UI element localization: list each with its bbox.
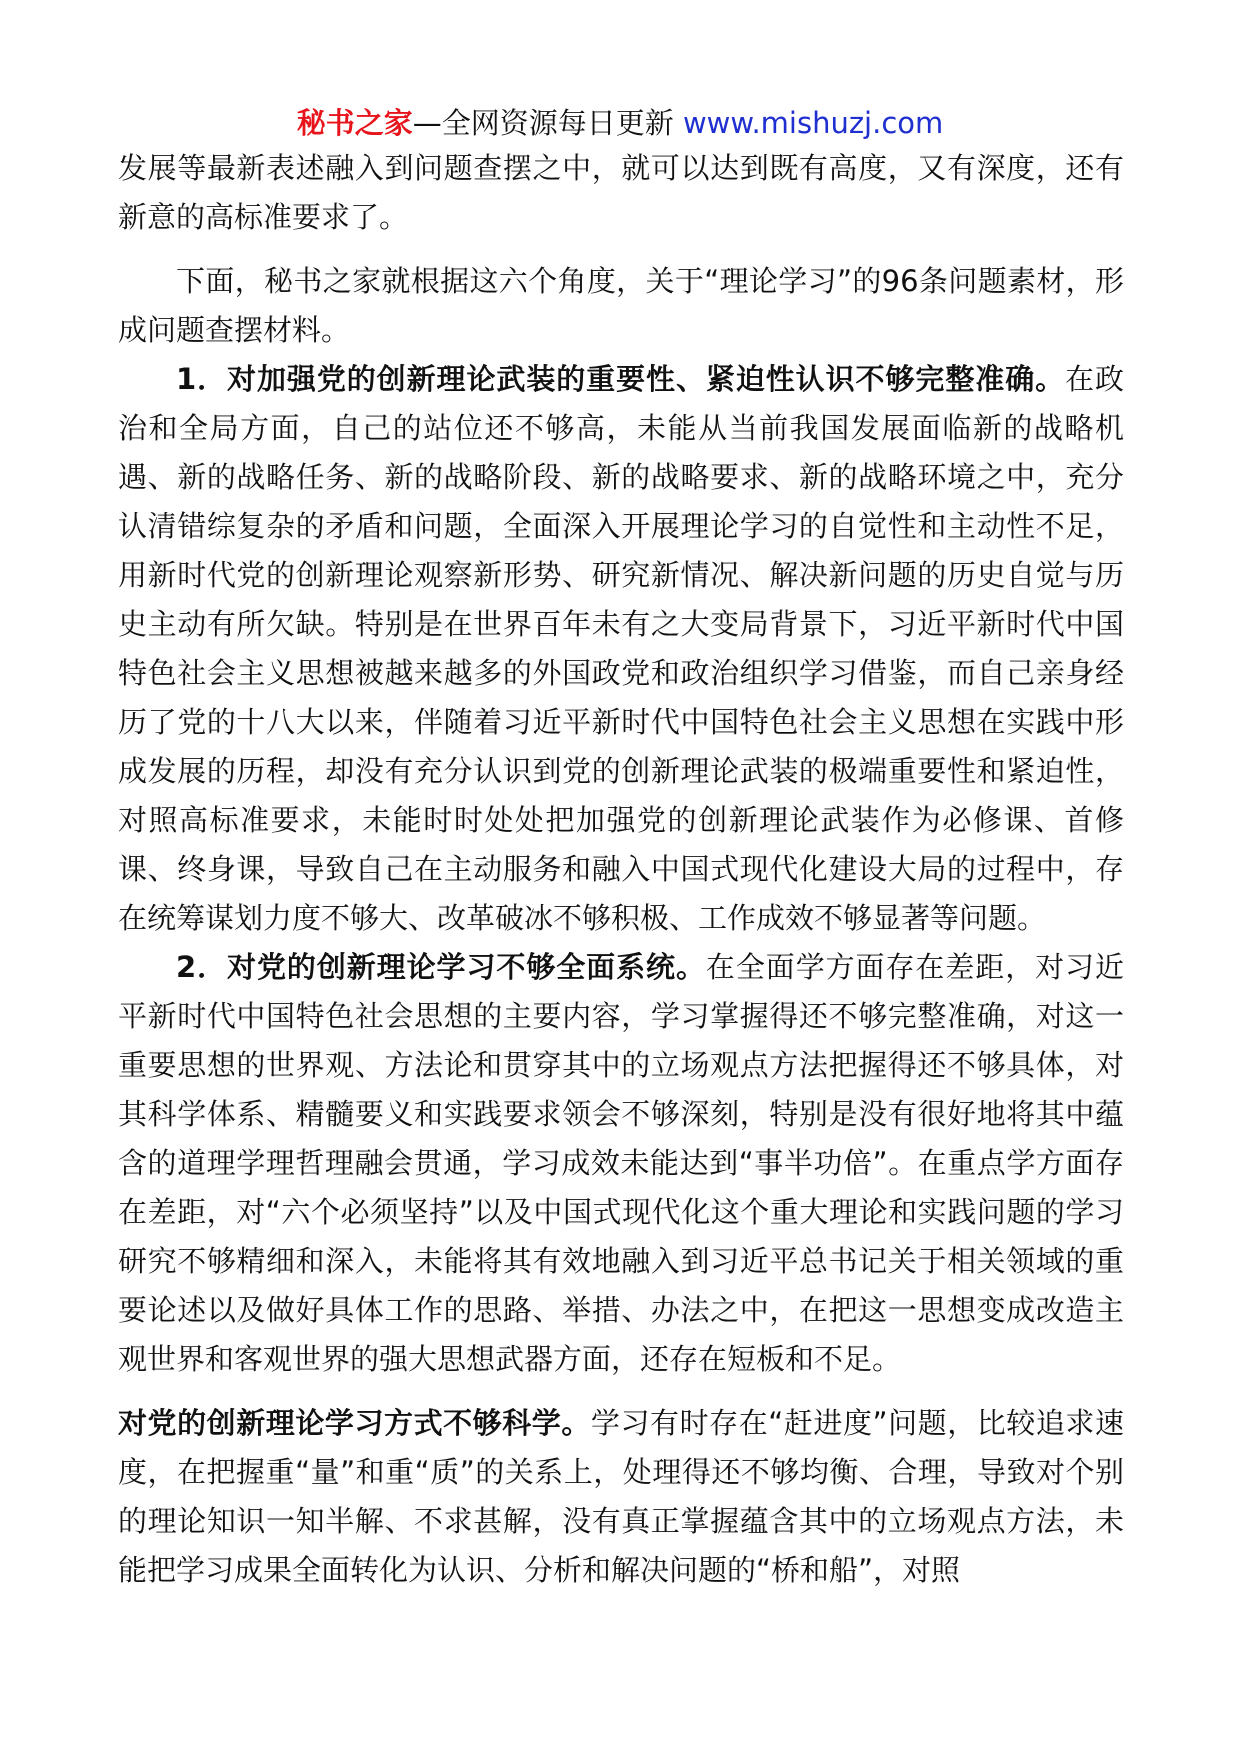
paragraph-heading: 对党的创新理论学习方式不够科学。 (118, 1406, 591, 1440)
paragraph-text: 下面，秘书之家就根据这六个角度，关于“理论学习”的96条问题素材，形成问题查摆材料。 (118, 264, 1124, 347)
document-body (118, 144, 1124, 1595)
paragraph-item-3 (118, 1399, 1124, 1595)
paragraph-text: 发展等最新表述融入到问题查摆之中，就可以达到既有高度，又有深度，还有新意的高标准要求了。 (118, 151, 1124, 234)
paragraph-heading: 2．对党的创新理论学习不够全面系统。 (176, 950, 706, 984)
paragraph-text: 学习有时存在“赶进度”问题，比较追求速度，在把握重“量”和重“质”的关系上，处理得还不够均衡、合理，导致对个别的理论知识一知半解、不求甚解，没有真正掌握蕴含其中的立场观点方法，未能把学习成果全面转化为认识、分析和解决问题的“桥和船”，对照 (118, 1406, 1124, 1587)
paragraph-item-1 (118, 355, 1124, 943)
paragraph-text: 在全面学方面存在差距，对习近平新时代中国特色社会思想的主要内容，学习掌握得还不够完整准确，对这一重要思想的世界观、方法论和贯穿其中的立场观点方法把握得还不够具体，对其科学体系、精髓要义和实践要求领会不够深刻，特别是没有很好地将其中蕴含的道理学理哲理融会贯通，学习成效未能达到“事半功倍”。在重点学方面存在差距，对“六个必须坚持”以及中国式现代化这个重大理论和实践问题的学习研究不够精细和深入，未能将其有效地融入到习近平总书记关于相关领域的重要论述以及做好具体工作的思路、举措、办法之中，在把这一思想变成改造主观世界和客观世界的强大思想武器方面，还存在短板和不足。 (118, 950, 1124, 1376)
paragraph-text: 在政治和全局方面，自己的站位还不够高，未能从当前我国发展面临新的战略机遇、新的战略任务、新的战略阶段、新的战略要求、新的战略环境之中，充分认清错综复杂的矛盾和问题，全面深入开展理论学习的自觉性和主动性不足，用新时代党的创新理论观察新形势、研究新情况、解决新问题的历史自觉与历史主动有所欠缺。特别是在世界百年未有之大变局背景下，习近平新时代中国特色社会主义思想被越来越多的外国政党和政治组织学习借鉴，而自己亲身经历了党的十八大以来，伴随着习近平新时代中国特色社会主义思想在实践中形成发展的历程，却没有充分认识到党的创新理论武装的极端重要性和紧迫性，对照高标准要求，未能时时处处把加强党的创新理论武装作为必修课、首修课、终身课，导致自己在主动服务和融入中国式现代化建设大局的过程中，存在统筹谋划力度不够大、改革破冰不够积极、工作成效不够显著等问题。 (118, 362, 1124, 935)
brand-name: 秘书之家 (296, 106, 413, 140)
page-header (0, 103, 1240, 143)
paragraph-continuation (118, 144, 1124, 242)
paragraph-heading: 1．对加强党的创新理论武装的重要性、紧迫性认识不够完整准确。 (176, 362, 1066, 396)
website-url[interactable]: www.mishuzj.com (682, 106, 944, 140)
paragraph-item-2 (118, 943, 1124, 1384)
paragraph-intro (118, 257, 1124, 355)
header-tagline: —全网资源每日更新 (412, 106, 683, 140)
